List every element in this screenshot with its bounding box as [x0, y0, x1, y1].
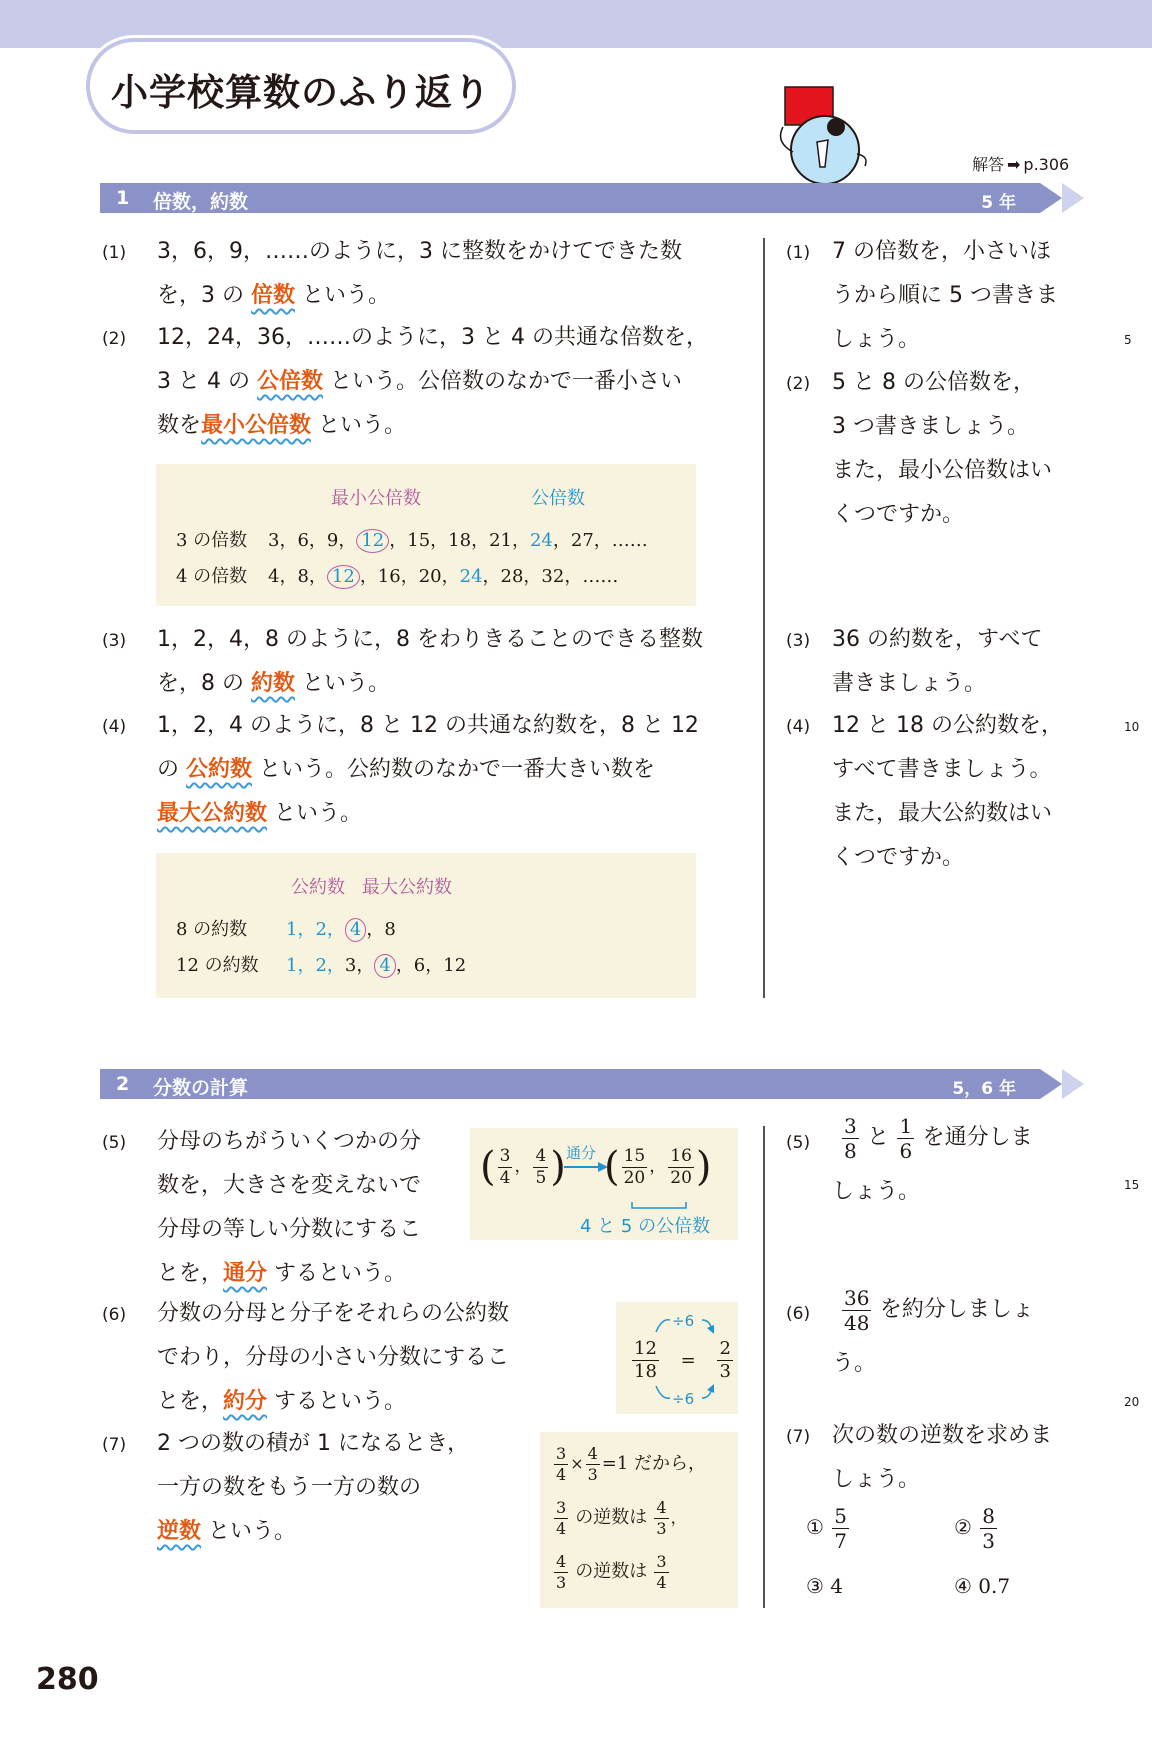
arrow-curve-icon — [654, 1314, 716, 1334]
problem-text: う。 — [832, 1351, 877, 1376]
title-cloud — [86, 38, 516, 134]
keyword: 最小公倍数 — [201, 413, 312, 438]
page-title: 小学校算数のふり返り — [111, 71, 491, 114]
page-number: 280 — [36, 1662, 99, 1697]
answer-label: 解答 — [972, 155, 1005, 174]
arrow-right-icon: ➡ — [1007, 155, 1021, 174]
reduction-equation: $\frac{12}{18}$ = $\frac{2}{3}$ — [634, 1338, 731, 1382]
section-title: 分数の計算 — [153, 1077, 249, 1099]
text-line: 数を，大きさを変えないで — [157, 1173, 422, 1198]
box-heading: 最小公倍数 — [331, 488, 421, 509]
box-heading: 公約数 — [291, 877, 345, 898]
problem-text: くつですか。 — [832, 845, 965, 870]
text-line: 一方の数をもう一方の数の — [157, 1475, 422, 1500]
reciprocal-box — [540, 1432, 738, 1608]
item-number: (2) — [102, 329, 127, 349]
text-line: 分母のちがういくつかの分 — [157, 1129, 422, 1154]
bracket-marker — [630, 1202, 688, 1212]
multiples-example-box — [156, 464, 696, 606]
section-arrow — [1040, 183, 1062, 213]
section-1-header — [100, 183, 1040, 213]
reciprocal-line-2: $\frac{4}{3}$ の逆数は $\frac{3}{4}$ — [556, 1552, 667, 1592]
section-grade: 5，6 年 — [952, 1079, 1016, 1099]
common-denominator-result: ( $\frac{15}{20}$ ， $\frac{16}{20}$ ) — [604, 1144, 712, 1190]
line-number: 5 — [1124, 333, 1132, 347]
keyword: 最大公約数 — [157, 801, 268, 826]
problem-text: 書きましょう。 — [832, 671, 987, 696]
section-2-header — [100, 1069, 1040, 1099]
item-number: (3) — [102, 631, 127, 651]
problem-text: また，最小公倍数はい — [832, 458, 1053, 483]
problem-text: しょう。 — [832, 327, 921, 352]
choice-4: ④ 0.7 — [954, 1574, 1011, 1598]
section-arrow-light — [1062, 1069, 1084, 1099]
mascot-illustration — [765, 82, 895, 197]
section-grade: 5 年 — [981, 193, 1016, 213]
keyword: 逆数 — [157, 1519, 202, 1544]
text-line: 1，2，4，8 のように，8 をわりきることのできる整数 — [157, 627, 703, 652]
line-number: 10 — [1124, 720, 1140, 734]
reduction-box — [616, 1302, 738, 1414]
problem-text: しょう。 — [832, 1467, 921, 1492]
line-number: 15 — [1124, 1178, 1140, 1192]
choice-2: ② $\frac{8}{3}$ — [954, 1504, 996, 1553]
text-line: 3，6，9，……のように，3 に整数をかけてできた数 — [157, 239, 682, 264]
problem-text: 3 つ書きましょう。 — [832, 414, 1029, 439]
text-line: 分母の等しい分数にするこ — [157, 1217, 422, 1242]
text-line: でわり，分母の小さい分数にするこ — [157, 1345, 510, 1370]
section-arrow — [1040, 1069, 1062, 1099]
column-divider — [763, 238, 765, 998]
problem-number: (1) — [786, 243, 811, 263]
text-line: 数を最小公倍数 という。 — [157, 413, 407, 438]
problem-text: $\frac{36}{48}$ を約分しましょ — [844, 1286, 1034, 1335]
problem-number: (2) — [786, 374, 811, 394]
text-line: を，3 の 倍数 という。 — [157, 283, 391, 308]
divisors-example-box — [156, 853, 696, 998]
choice-3: ③ 4 — [806, 1574, 844, 1598]
keyword: 公約数 — [186, 757, 253, 782]
keyword: 約数 — [251, 671, 296, 696]
divide-label: ÷6 — [672, 1390, 695, 1408]
text-line: の 公約数 という。公約数のなかで一番大きい数を — [157, 757, 656, 782]
arrow-label: 通分 — [566, 1144, 597, 1162]
problem-text: うから順に 5 つ書きま — [832, 283, 1058, 308]
line-number: 20 — [1124, 1395, 1140, 1409]
section-number: 1 — [116, 187, 130, 209]
reciprocal-product: $\frac{3}{4}$ × $\frac{4}{3}$ =1 だから， — [556, 1444, 707, 1484]
arrow-right-icon — [564, 1160, 608, 1174]
text-line: を，8 の 約数 という。 — [157, 671, 391, 696]
common-denominator-example: ( $\frac{3}{4}$ ， $\frac{4}{5}$ ) — [480, 1144, 566, 1190]
problem-number: (5) — [786, 1133, 811, 1153]
problem-text: しょう。 — [832, 1179, 921, 1204]
item-number: (5) — [102, 1133, 127, 1153]
text-line: 1，2，4 のように，8 と 12 の共通な約数を，8 と 12 — [157, 713, 699, 738]
text-line: とを，約分 するという。 — [157, 1389, 407, 1414]
item-number: (6) — [102, 1305, 127, 1325]
keyword: 約分 — [223, 1389, 268, 1414]
answer-reference — [972, 152, 1069, 175]
section-arrow-light — [1062, 183, 1084, 213]
divisors-row-8: 8 の約数 1，2， 4 ，8 — [176, 919, 396, 940]
text-line: 最大公約数 という。 — [157, 801, 363, 826]
common-denominator-box — [470, 1128, 738, 1240]
problem-text: 12 と 18 の公約数を， — [832, 713, 1063, 738]
text-line: 逆数 という。 — [157, 1519, 297, 1544]
text-line: とを，通分 するという。 — [157, 1261, 407, 1286]
keyword: 倍数 — [251, 283, 296, 308]
problem-text: すべて書きましょう。 — [832, 757, 1052, 782]
divisors-row-12: 12 の約数 1，2，3， 4 ，6，12 — [176, 955, 467, 976]
item-number: (7) — [102, 1435, 127, 1455]
answer-page: p.306 — [1023, 155, 1070, 174]
keyword: 通分 — [223, 1261, 268, 1286]
reciprocal-line-1: $\frac{3}{4}$ の逆数は $\frac{4}{3}$ ， — [556, 1498, 687, 1538]
text-line: 12，24，36，……のように，3 と 4 の共通な倍数を， — [157, 325, 708, 350]
problem-number: (7) — [786, 1427, 811, 1447]
text-line: 3 と 4 の 公倍数 という。公倍数のなかで一番小さい — [157, 369, 683, 394]
choice-1: ① $\frac{5}{7}$ — [806, 1504, 848, 1553]
problem-number: (6) — [786, 1304, 811, 1324]
problem-text: また，最大公約数はい — [832, 801, 1053, 826]
problem-text: $\frac{3}{8}$ と $\frac{1}{6}$ を通分しま — [844, 1114, 1033, 1163]
problem-text: 36 の約数を，すべて — [832, 627, 1043, 652]
box-note: 4 と 5 の公倍数 — [580, 1216, 711, 1237]
problem-text: 5 と 8 の公倍数を， — [832, 370, 1035, 395]
problem-text: 7 の倍数を，小さいほ — [832, 239, 1051, 264]
text-line: 分数の分母と分子をそれらの公約数 — [157, 1301, 510, 1326]
section-number: 2 — [116, 1073, 130, 1095]
divide-label: ÷6 — [672, 1312, 695, 1330]
text-line: 2 つの数の積が 1 になるとき， — [157, 1431, 470, 1456]
multiples-row-4: 4 の倍数 4，8， 12 ，16，20，24，28，32，…… — [176, 566, 619, 587]
item-number: (4) — [102, 717, 127, 737]
multiples-row-3: 3 の倍数 3，6，9， 12 ，15，18，21，24，27，…… — [176, 530, 648, 551]
keyword: 公倍数 — [256, 369, 323, 394]
column-divider — [763, 1126, 765, 1608]
item-number: (1) — [102, 243, 127, 263]
box-heading: 公倍数 — [531, 488, 585, 509]
section-title: 倍数，約数 — [153, 191, 249, 213]
box-heading: 最大公約数 — [362, 877, 452, 898]
problem-number: (4) — [786, 717, 811, 737]
problem-number: (3) — [786, 631, 811, 651]
problem-text: くつですか。 — [832, 502, 965, 527]
problem-text: 次の数の逆数を求めま — [832, 1423, 1053, 1448]
